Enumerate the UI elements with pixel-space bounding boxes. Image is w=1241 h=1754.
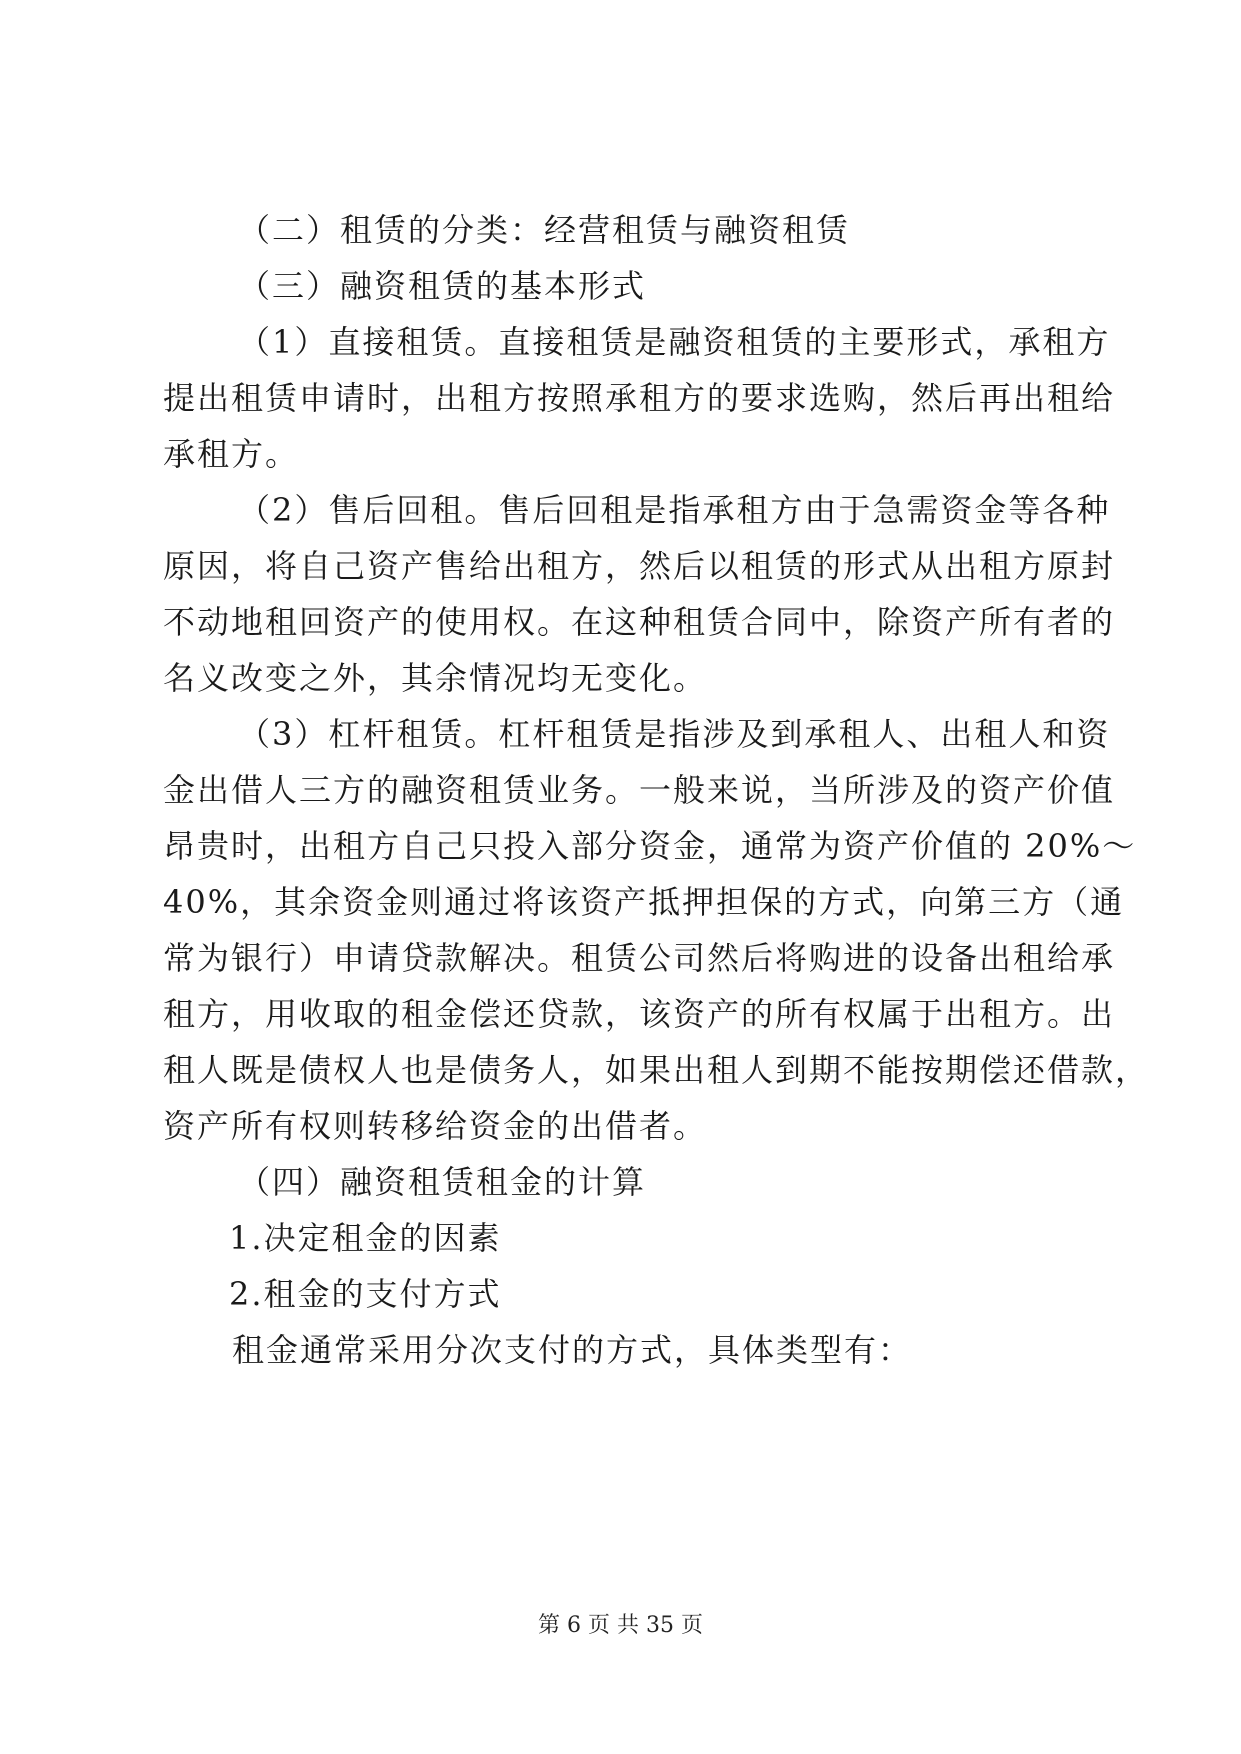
paragraph-direct-lease-line-2: 提出租赁申请时，出租方按照承租方的要求选购，然后再出租给 (163, 379, 1116, 417)
paragraph-direct-lease-line-1: （1）直接租赁。直接租赁是融资租赁的主要形式，承租方 (238, 323, 1111, 361)
section-heading-lease-classification: （二）租赁的分类：经营租赁与融资租赁 (238, 211, 851, 249)
paragraph-leveraged-lease-line-6: 租方，用收取的租金偿还贷款，该资产的所有权属于出租方。出 (163, 995, 1116, 1033)
paragraph-leveraged-lease-line-3: 昂贵时，出租方自己只投入部分资金，通常为资产价值的 20%～ (163, 827, 1137, 865)
paragraph-sale-leaseback-line-1: （2）售后回租。售后回租是指承租方由于急需资金等各种 (238, 491, 1111, 529)
list-item-rent-payment-methods: 2.租金的支付方式 (229, 1275, 502, 1313)
paragraph-direct-lease-line-3: 承租方。 (163, 435, 300, 473)
paragraph-sale-leaseback-line-4: 名义改变之外，其余情况均无变化。 (163, 659, 708, 697)
paragraph-leveraged-lease-line-5: 常为银行）申请贷款解决。租赁公司然后将购进的设备出租给承 (163, 939, 1116, 977)
page-number-footer: 第 6 页 共 35 页 (538, 1613, 703, 1638)
paragraph-sale-leaseback-line-3: 不动地租回资产的使用权。在这种租赁合同中，除资产所有者的 (163, 603, 1116, 641)
paragraph-sale-leaseback-line-2: 原因，将自己资产售给出租方，然后以租赁的形式从出租方原封 (163, 547, 1116, 585)
paragraph-leveraged-lease-line-4: 40%，其余资金则通过将该资产抵押担保的方式，向第三方（通 (163, 883, 1125, 921)
list-item-rent-factors: 1.决定租金的因素 (229, 1219, 502, 1257)
paragraph-leveraged-lease-line-1: （3）杠杆租赁。杠杆租赁是指涉及到承租人、出租人和资 (238, 715, 1111, 753)
section-heading-financial-lease-forms: （三）融资租赁的基本形式 (238, 267, 647, 305)
section-heading-rent-calculation: （四）融资租赁租金的计算 (238, 1163, 647, 1201)
paragraph-leveraged-lease-line-2: 金出借人三方的融资租赁业务。一般来说，当所涉及的资产价值 (163, 771, 1116, 809)
paragraph-leveraged-lease-line-7: 租人既是债权人也是债务人，如果出租人到期不能按期偿还借款， (163, 1051, 1150, 1089)
paragraph-rent-installments: 租金通常采用分次支付的方式，具体类型有： (232, 1331, 913, 1369)
paragraph-leveraged-lease-line-8: 资产所有权则转移给资金的出借者。 (163, 1107, 708, 1145)
